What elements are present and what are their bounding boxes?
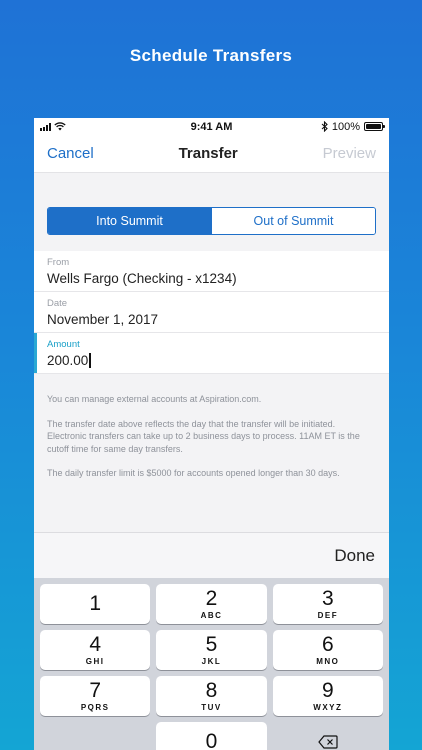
battery-icon	[364, 122, 383, 131]
nav-bar	[34, 135, 389, 173]
info-note-transfer-date: The transfer date above reflects the day that the transfer will be initiated. Electronic transfers can take up to 2 business days to process. 11AM ET is the cutoff time for same day transfers.	[47, 418, 360, 454]
backspace-icon	[318, 735, 338, 749]
amount-input-row[interactable]	[47, 353, 376, 368]
segment-out-of-summit[interactable]: Out of Summit	[211, 208, 375, 234]
key-6[interactable]: 6 MNO	[273, 630, 383, 670]
from-label: From	[47, 257, 70, 268]
keyboard-accessory-bar	[34, 532, 389, 578]
key-blank	[40, 722, 150, 750]
text-caret	[89, 353, 91, 368]
focus-indicator	[34, 333, 37, 373]
key-9[interactable]: 9 WXYZ	[273, 676, 383, 716]
status-time: 9:41 AM	[190, 120, 233, 133]
segment-into-summit[interactable]: Into Summit	[48, 208, 211, 234]
from-field[interactable]	[34, 251, 389, 292]
key-2[interactable]: 2 ABC	[156, 584, 266, 624]
info-note-accounts: You can manage external accounts at Aspiration.com.	[47, 394, 262, 404]
info-notes	[34, 374, 389, 532]
from-value: Wells Fargo (Checking - x1234)	[47, 271, 237, 286]
done-button[interactable]: Done	[334, 545, 375, 565]
direction-segment-area	[34, 173, 389, 251]
amount-field[interactable]	[34, 333, 389, 374]
status-right	[283, 121, 383, 133]
status-bar	[34, 118, 389, 135]
date-value: November 1, 2017	[47, 312, 159, 327]
key-8[interactable]: 8 TUV	[156, 676, 266, 716]
amount-label: Amount	[47, 339, 80, 350]
key-5[interactable]: 5 JKL	[156, 630, 266, 670]
marketing-headline: Schedule Transfers	[129, 46, 293, 65]
key-3[interactable]: 3 DEF	[273, 584, 383, 624]
date-label: Date	[47, 298, 68, 309]
signal-icon	[40, 123, 51, 131]
bluetooth-icon	[321, 121, 328, 132]
page-title: Transfer	[178, 145, 238, 162]
delete-key[interactable]	[273, 722, 383, 750]
status-left	[40, 122, 140, 131]
preview-button[interactable]: Preview	[322, 145, 376, 162]
direction-segmented-control	[47, 207, 376, 235]
amount-input[interactable]: 200.00	[47, 353, 89, 368]
key-1[interactable]: 1	[40, 584, 150, 624]
wifi-icon	[54, 122, 66, 131]
info-note-daily-limit: The daily transfer limit is $5000 for accounts opened longer than 30 days.	[47, 468, 340, 478]
key-7[interactable]: 7 PQRS	[40, 676, 150, 716]
date-field[interactable]	[34, 292, 389, 333]
numeric-keypad	[34, 578, 389, 750]
key-4[interactable]: 4 GHI	[40, 630, 150, 670]
phone-screen	[34, 118, 389, 750]
cancel-button[interactable]: Cancel	[47, 145, 94, 162]
battery-percent: 100%	[331, 120, 360, 133]
key-0[interactable]: 0	[156, 722, 266, 750]
